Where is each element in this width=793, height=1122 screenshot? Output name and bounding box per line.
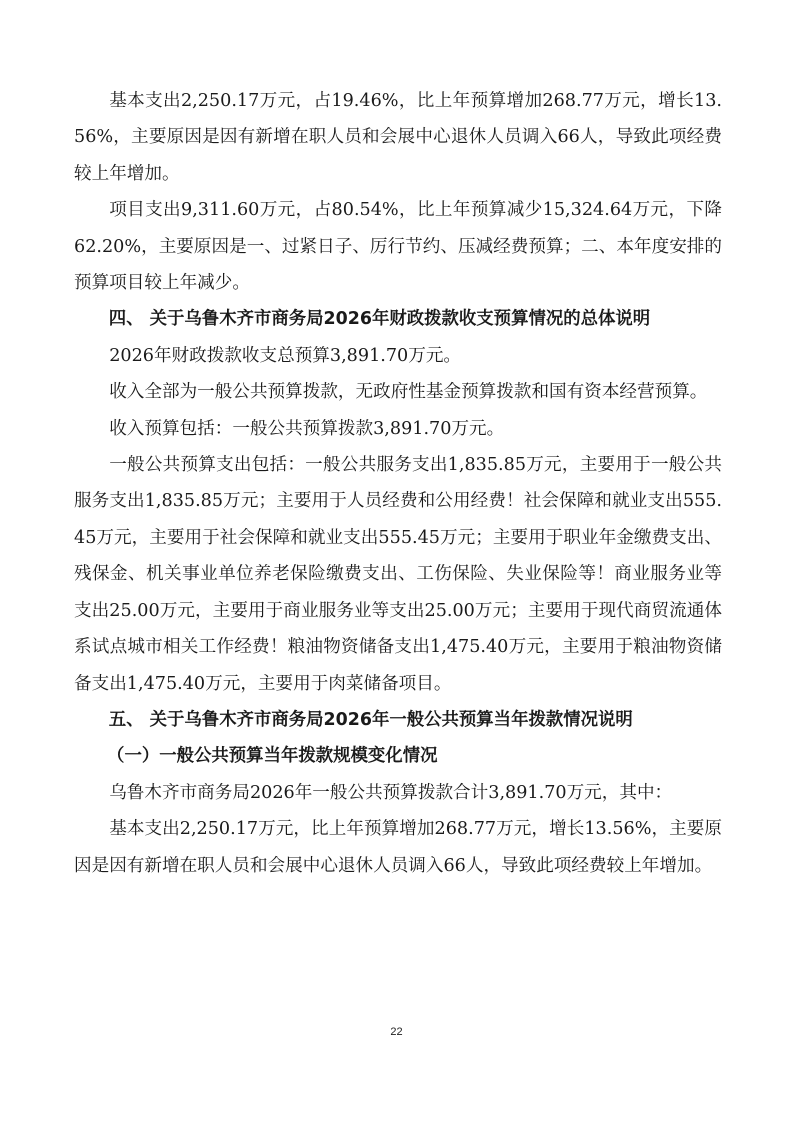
paragraph-basic-expenditure: 基本支出2,250.17万元，占19.46%，比上年预算增加268.77万元，增长13.56%，主要原因是因有新增在职人员和会展中心退休人员调入66人，导致此项经费较上年增加。: [74, 91, 722, 184]
paragraph-income-budget: 收入预算包括：一般公共预算拨款3,891.70万元。: [109, 418, 505, 439]
paragraph-general-expenditure: 一般公共预算支出包括：一般公共服务支出1,835.85万元，主要用于一般公共服务支出1,835.85万元；主要用于人员经费和公用经费！社会保障和就业支出555.45万元，主要用于社会保障和就业支出555.45万元；主要用于职业年金缴费支出、残保金、机关事业单位养老保险缴费支出、工伤保险、失业保险等！商业服务业等支出25.00万元，主要用于商业服务业等支出25.00万元；主要用于现代商贸流通体系试点城市相关工作经费！粮油物资储备支出1,475.40万元，主要用于粮油物资储备支出1,475.40万元，主要用于肉菜储备项目。: [74, 455, 722, 694]
paragraph-income-source: 收入全部为一般公共预算拨款，无政府性基金预算拨款和国有资本经营预算。: [109, 382, 708, 403]
page-body: [74, 83, 722, 884]
paragraph-basic-expenditure-repeat: 基本支出2,250.17万元，比上年预算增加268.77万元，增长13.56%，主要原因是因有新增在职人员和会展中心退休人员调入66人，导致此项经费较上年增加。: [74, 819, 722, 876]
subsection-heading-one: （一）一般公共预算当年拨款规模变化情况: [107, 746, 438, 767]
page-number: 22: [390, 1026, 403, 1038]
section-heading-four: 四、 关于乌鲁木齐市商务局2026年财政拨款收支预算情况的总体说明: [108, 309, 651, 330]
paragraph-project-expenditure: 项目支出9,311.60万元，占80.54%，比上年预算减少15,324.64万元，下降62.20%，主要原因是一、过紧日子、厉行节约、压减经费预算；二、本年度安排的预算项目较上年减少。: [74, 200, 722, 294]
section-heading-five: 五、 关于乌鲁木齐市商务局2026年一般公共预算当年拨款情况说明: [108, 709, 633, 730]
paragraph-general-total: 乌鲁木齐市商务局2026年一般公共预算拨款合计3,891.70万元，其中：: [109, 782, 673, 803]
paragraph-total-budget: 2026年财政拨款收支总预算3,891.70万元。: [109, 345, 462, 366]
